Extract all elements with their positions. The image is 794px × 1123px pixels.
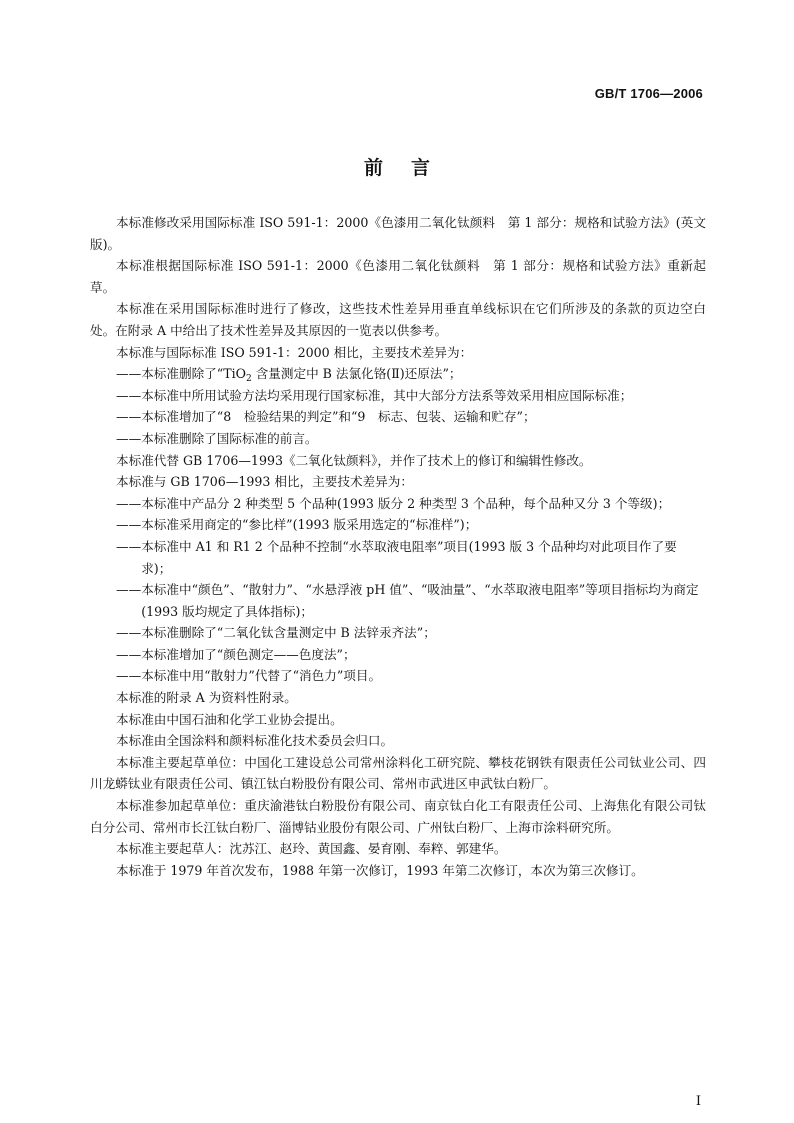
- list-item: [116, 665, 706, 687]
- paragraph: 本标准由中国石油和化学工业协会提出。: [116, 711, 343, 727]
- dash-marker: ——: [116, 538, 142, 554]
- paragraph: 本标准在采用国际标准时进行了修改，这些技术性差异用垂直单线标识在它们所涉及的条款的页边空白处。在附录 A 中给出了技术性差异及其原因的一览表以供参考。: [90, 301, 706, 338]
- document-body: [90, 212, 706, 881]
- paragraph: 本标准由全国涂料和颜料标准化技术委员会归口。: [116, 733, 394, 749]
- dash-marker: ——: [116, 495, 142, 511]
- paragraph: 本标准主要起草人：沈苏江、赵玲、黄国鑫、晏育刚、奉粹、郭建华。: [116, 841, 507, 857]
- paragraph: 本标准于 1979 年首次发布，1988 年第一次修订，1993 年第二次修订，本次为第三次修订。: [116, 862, 644, 878]
- page-title: 前言: [363, 157, 458, 179]
- dash-marker: ——: [116, 366, 142, 382]
- list-item-text: 本标准中所用试验方法均采用现行国家标准，其中大部分方法系等效采用相应国际标准；: [141, 387, 633, 403]
- list-item: [116, 644, 706, 666]
- paragraph: 本标准与国际标准 ISO 591-1：2000 相比，主要技术差异为：: [116, 344, 473, 360]
- list-item: [116, 428, 706, 450]
- list-item: [116, 406, 706, 428]
- paragraph: 本标准根据国际标准 ISO 591-1：2000《色漆用二氧化钛颜料 第 1 部分：规格和试验方法》重新起草。: [90, 258, 706, 295]
- list-item-text: 本标准中“颜色”、“散射力”、“水悬浮液 pH 值”、“吸油量”、“水萃取液电阻率”等项目指标均为商定(1993 版均规定了具体指标)；: [141, 582, 699, 619]
- dash-marker: ——: [116, 646, 142, 662]
- dash-marker: ——: [116, 668, 142, 684]
- paragraph: 本标准修改采用国际标准 ISO 591-1：2000《色漆用二氧化钛颜料 第 1 部分：规格和试验方法》(英文版)。: [90, 215, 706, 252]
- paragraph: 本标准代替 GB 1706—1993《二氧化钛颜料》，并作了技术上的修订和编辑性修改。: [116, 452, 592, 468]
- list-item: [116, 622, 706, 644]
- list-item: [116, 385, 706, 407]
- page-number: I: [695, 1094, 701, 1109]
- list-item-text: 本标准删除了“二氧化钛含量测定中 B 法锌汞齐法”；: [141, 625, 436, 641]
- list-item-text: 本标准增加了“颜色测定——色度法”；: [141, 646, 356, 662]
- dash-marker: ——: [116, 517, 142, 533]
- dash-marker: ——: [116, 409, 142, 425]
- list-item-text: 本标准删除了国际标准的前言。: [141, 430, 318, 446]
- list-item-text: 本标准中产品分 2 种类型 5 个品种(1993 版分 2 种类型 3 个品种，每个品种又分 3 个等级)；: [141, 495, 671, 511]
- dash-marker: ——: [116, 625, 142, 641]
- list-item: [116, 579, 706, 622]
- paragraph: 本标准主要起草单位：中国化工建设总公司常州涂料化工研究院、攀枝花钢铁有限责任公司钛业公司、四川龙蟒钛业有限责任公司、镇江钛白粉股份有限公司、常州市武进区申武钛白粉厂。: [90, 754, 706, 792]
- paragraph: 本标准与 GB 1706—1993 相比，主要技术差异为：: [116, 474, 413, 490]
- list-item-text: 本标准增加了“8 检验结果的判定”和“9 标志、包装、运输和贮存”；: [141, 409, 536, 425]
- dash-marker: ——: [116, 387, 142, 403]
- dash-marker: ——: [116, 430, 142, 446]
- paragraph: 本标准参加起草单位：重庆渝港钛白粉股份有限公司、南京钛白化工有限责任公司、上海焦化有限公司钛白分公司、常州市长江钛白粉厂、淄博钴业股份有限公司、广州钛白粉厂、上海市涂料研究所。: [90, 798, 706, 835]
- list-item: [116, 363, 706, 385]
- paragraph: 本标准的附录 A 为资料性附录。: [116, 690, 297, 706]
- list-item-text: 本标准中用“散射力”代替了“消色力”项目。: [141, 668, 382, 684]
- dash-marker: ——: [116, 582, 142, 598]
- list-item: [116, 536, 706, 579]
- list-item-text: 本标准采用商定的“参比样”(1993 版采用选定的“标准样”)；: [141, 517, 478, 533]
- list-item: [116, 493, 706, 515]
- list-item-text: 本标准中 A1 和 R1 2 个品种不控制“水萃取液电阻率”项目(1993 版 3 个品种均对此项目作了要求)；: [141, 538, 677, 576]
- list-item: [116, 514, 706, 536]
- standard-code: GB/T 1706—2006: [594, 86, 703, 101]
- list-item-text: 本标准删除了“TiO$_2$ 含量测定中 B 法氯化铬(Ⅱ)还原法”；: [141, 366, 462, 385]
